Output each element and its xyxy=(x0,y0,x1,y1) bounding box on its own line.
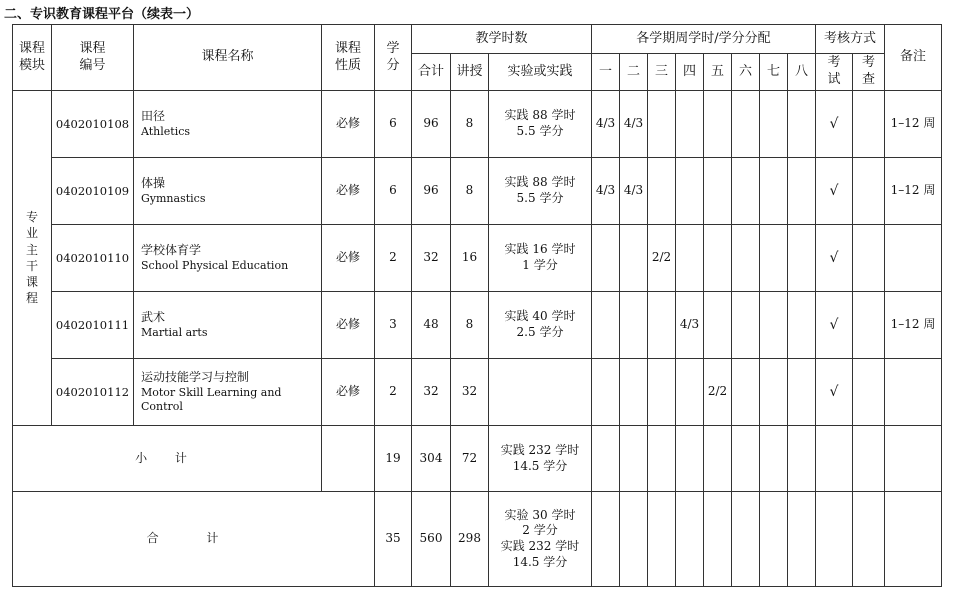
semester-cell xyxy=(676,91,704,158)
remark-cell xyxy=(885,492,942,587)
table-row xyxy=(13,292,942,359)
hours-lecture: 32 xyxy=(451,359,489,426)
table-row xyxy=(13,91,942,158)
semester-cell xyxy=(760,158,788,225)
hours-total: 32 xyxy=(412,359,451,426)
hours-practice xyxy=(489,359,592,426)
page-title: 二、专识教育课程平台（续表一） xyxy=(4,7,200,22)
header-semester-group: 各学期周学时/学分分配 xyxy=(592,25,816,54)
check-cell xyxy=(853,158,885,225)
grand-total-hours-lecture: 298 xyxy=(451,492,489,587)
semester-cell xyxy=(760,492,788,587)
course-credit: 2 xyxy=(375,225,412,292)
course-name: 武术 Martial arts xyxy=(134,292,322,359)
header-hours-total: 合计 xyxy=(412,54,451,91)
semester-cell xyxy=(760,225,788,292)
table-row xyxy=(13,158,942,225)
semester-cell: 4/3 xyxy=(676,292,704,359)
grand-total-hours-total: 560 xyxy=(412,492,451,587)
exam-check-mark: √ xyxy=(816,359,853,426)
semester-cell xyxy=(788,359,816,426)
semester-cell xyxy=(620,492,648,587)
header-semester-7: 七 xyxy=(760,54,788,91)
subtotal-hours-practice: 实践 232 学时 14.5 学分 xyxy=(489,426,592,492)
course-credit: 3 xyxy=(375,292,412,359)
header-hours-lecture: 讲授 xyxy=(451,54,489,91)
subtotal-row xyxy=(13,426,942,492)
grand-total-row xyxy=(13,492,942,587)
header-semester-2: 二 xyxy=(620,54,648,91)
check-cell xyxy=(853,359,885,426)
check-cell xyxy=(853,91,885,158)
semester-cell: 4/3 xyxy=(620,91,648,158)
semester-cell xyxy=(760,292,788,359)
exam-cell xyxy=(816,426,853,492)
semester-cell: 4/3 xyxy=(592,158,620,225)
semester-cell xyxy=(788,225,816,292)
semester-cell: 2/2 xyxy=(704,359,732,426)
course-name: 运动技能学习与控制 Motor Skill Learning and Control xyxy=(134,359,322,426)
grand-total-hours-practice: 实验 30 学时 2 学分 实践 232 学时 14.5 学分 xyxy=(489,492,592,587)
semester-cell xyxy=(676,492,704,587)
course-credit: 2 xyxy=(375,359,412,426)
semester-cell xyxy=(788,426,816,492)
exam-check-mark: √ xyxy=(816,158,853,225)
check-cell xyxy=(853,225,885,292)
course-name: 田径 Athletics xyxy=(134,91,322,158)
semester-cell xyxy=(676,359,704,426)
semester-cell xyxy=(788,492,816,587)
header-semester-8: 八 xyxy=(788,54,816,91)
header-semester-4: 四 xyxy=(676,54,704,91)
semester-cell xyxy=(732,91,760,158)
hours-practice: 实践 88 学时 5.5 学分 xyxy=(489,91,592,158)
semester-cell xyxy=(704,426,732,492)
exam-check-mark: √ xyxy=(816,225,853,292)
semester-cell xyxy=(592,225,620,292)
remark-cell: 1–12 周 xyxy=(885,158,942,225)
course-code: 0402010112 xyxy=(52,359,134,426)
header-hours-group: 教学时数 xyxy=(412,25,592,54)
hours-lecture: 8 xyxy=(451,292,489,359)
semester-cell xyxy=(760,426,788,492)
subtotal-label: 小 计 xyxy=(13,426,322,492)
header-semester-3: 三 xyxy=(648,54,676,91)
semester-cell xyxy=(620,292,648,359)
semester-cell xyxy=(704,158,732,225)
course-code: 0402010108 xyxy=(52,91,134,158)
semester-cell xyxy=(676,158,704,225)
course-code: 0402010110 xyxy=(52,225,134,292)
semester-cell xyxy=(732,426,760,492)
exam-check-mark: √ xyxy=(816,91,853,158)
hours-total: 96 xyxy=(412,158,451,225)
remark-cell xyxy=(885,426,942,492)
semester-cell xyxy=(704,91,732,158)
header-credit: 学 分 xyxy=(375,25,412,91)
table-row xyxy=(13,359,942,426)
subtotal-hours-lecture: 72 xyxy=(451,426,489,492)
exam-check-mark: √ xyxy=(816,292,853,359)
header-nature: 课程 性质 xyxy=(322,25,375,91)
semester-cell xyxy=(592,492,620,587)
hours-total: 96 xyxy=(412,91,451,158)
semester-cell: 4/3 xyxy=(620,158,648,225)
header-module: 课程 模块 xyxy=(13,25,52,91)
semester-cell xyxy=(732,359,760,426)
hours-total: 32 xyxy=(412,225,451,292)
course-code: 0402010111 xyxy=(52,292,134,359)
semester-cell xyxy=(648,158,676,225)
course-nature: 必修 xyxy=(322,158,375,225)
hours-lecture: 16 xyxy=(451,225,489,292)
semester-cell xyxy=(648,492,676,587)
course-nature: 必修 xyxy=(322,359,375,426)
course-credit: 6 xyxy=(375,91,412,158)
check-cell xyxy=(853,492,885,587)
semester-cell xyxy=(732,492,760,587)
semester-cell xyxy=(704,292,732,359)
hours-lecture: 8 xyxy=(451,91,489,158)
semester-cell xyxy=(592,359,620,426)
semester-cell xyxy=(704,492,732,587)
subtotal-nature-empty xyxy=(322,426,375,492)
header-row-1 xyxy=(13,25,942,54)
subtotal-credit: 19 xyxy=(375,426,412,492)
semester-cell: 2/2 xyxy=(648,225,676,292)
header-check: 考 查 xyxy=(853,54,885,91)
semester-cell xyxy=(732,292,760,359)
hours-practice: 实践 88 学时 5.5 学分 xyxy=(489,158,592,225)
check-cell xyxy=(853,292,885,359)
semester-cell xyxy=(732,225,760,292)
header-semester-6: 六 xyxy=(732,54,760,91)
course-nature: 必修 xyxy=(322,91,375,158)
course-credit: 6 xyxy=(375,158,412,225)
header-exam: 考 试 xyxy=(816,54,853,91)
remark-cell xyxy=(885,225,942,292)
semester-cell xyxy=(620,426,648,492)
semester-cell xyxy=(676,426,704,492)
semester-cell xyxy=(648,359,676,426)
remark-cell xyxy=(885,359,942,426)
semester-cell xyxy=(592,426,620,492)
semester-cell xyxy=(788,91,816,158)
table-row xyxy=(13,225,942,292)
hours-practice: 实践 16 学时 1 学分 xyxy=(489,225,592,292)
check-cell xyxy=(853,426,885,492)
course-nature: 必修 xyxy=(322,292,375,359)
course-code: 0402010109 xyxy=(52,158,134,225)
semester-cell xyxy=(620,225,648,292)
header-semester-1: 一 xyxy=(592,54,620,91)
course-name: 体操 Gymnastics xyxy=(134,158,322,225)
header-assess-group: 考核方式 xyxy=(816,25,885,54)
semester-cell xyxy=(704,225,732,292)
header-name: 课程名称 xyxy=(134,25,322,91)
semester-cell xyxy=(788,158,816,225)
header-semester-5: 五 xyxy=(704,54,732,91)
grand-total-label: 合 计 xyxy=(13,492,375,587)
course-name: 学校体育学 School Physical Education xyxy=(134,225,322,292)
course-nature: 必修 xyxy=(322,225,375,292)
semester-cell xyxy=(732,158,760,225)
hours-lecture: 8 xyxy=(451,158,489,225)
grand-total-credit: 35 xyxy=(375,492,412,587)
semester-cell xyxy=(760,91,788,158)
semester-cell xyxy=(760,359,788,426)
module-label: 专业主干课程 xyxy=(13,91,52,426)
semester-cell xyxy=(620,359,648,426)
remark-cell: 1–12 周 xyxy=(885,292,942,359)
semester-cell xyxy=(676,225,704,292)
remark-cell: 1–12 周 xyxy=(885,91,942,158)
subtotal-hours-total: 304 xyxy=(412,426,451,492)
semester-cell xyxy=(648,91,676,158)
semester-cell: 4/3 xyxy=(592,91,620,158)
course-table xyxy=(12,24,942,587)
hours-practice: 实践 40 学时 2.5 学分 xyxy=(489,292,592,359)
hours-total: 48 xyxy=(412,292,451,359)
semester-cell xyxy=(592,292,620,359)
header-remark: 备注 xyxy=(885,25,942,91)
exam-cell xyxy=(816,492,853,587)
semester-cell xyxy=(648,292,676,359)
semester-cell xyxy=(648,426,676,492)
semester-cell xyxy=(788,292,816,359)
header-hours-practice: 实验或实践 xyxy=(489,54,592,91)
header-code: 课程 编号 xyxy=(52,25,134,91)
